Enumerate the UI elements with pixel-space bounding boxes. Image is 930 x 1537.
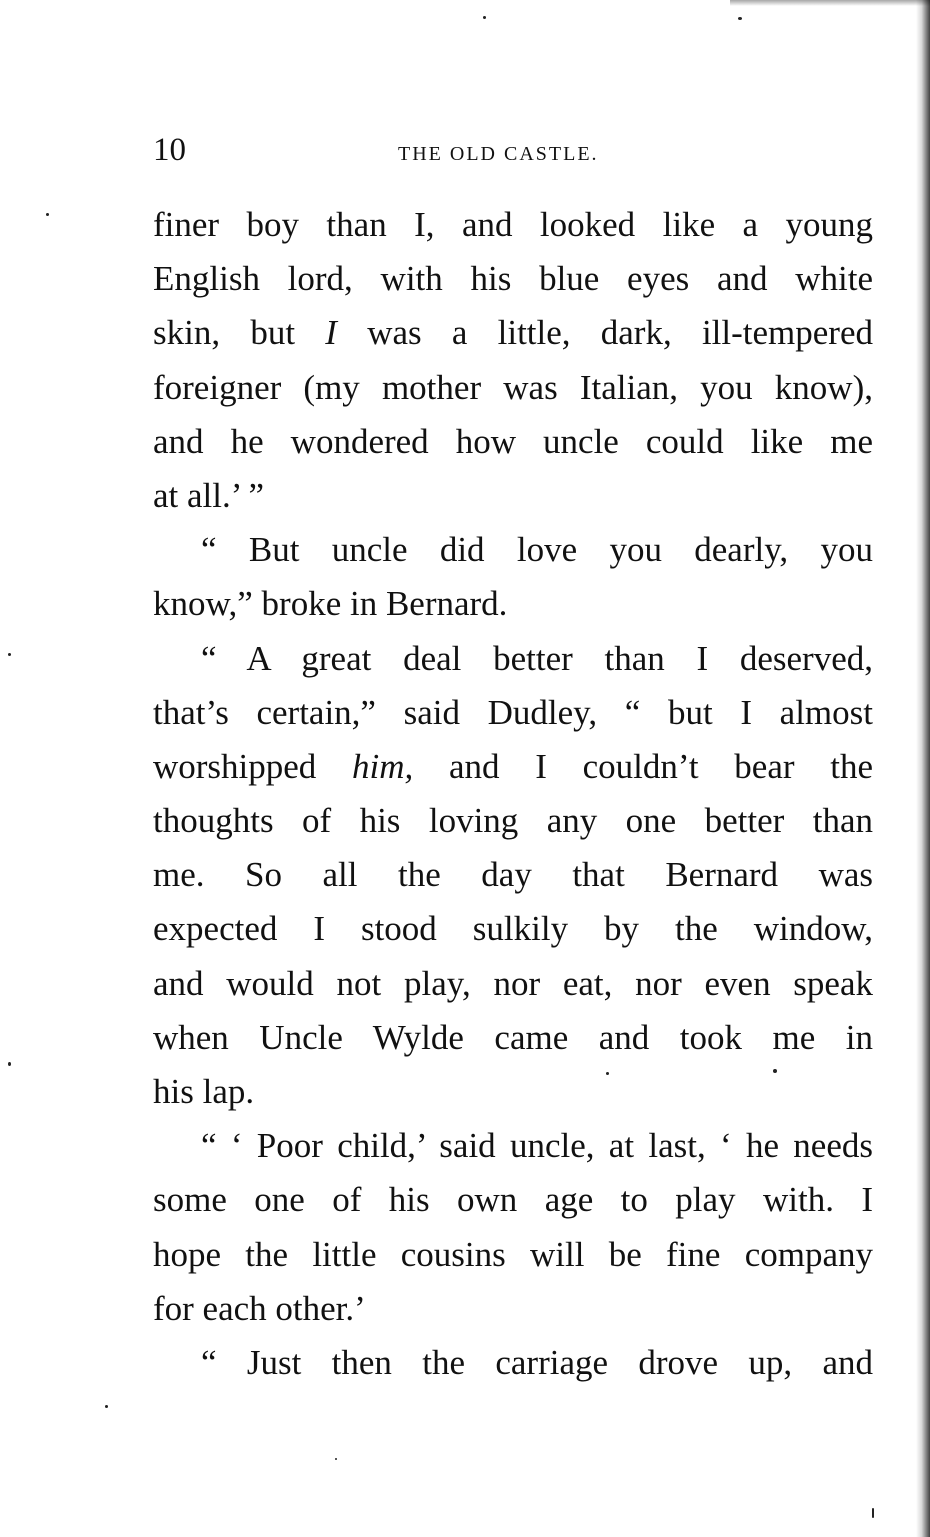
text-span: worshipped <box>153 746 353 786</box>
text-span: was a little, dark, ill-tempered <box>336 313 873 353</box>
running-title: THE OLD CASTLE. <box>398 143 599 165</box>
page-number: 10 <box>153 132 186 168</box>
text-line: expected I stood sulkily by the window, <box>153 909 873 949</box>
text-line: English lord, with his blue eyes and white <box>153 259 873 299</box>
text-span: and I couldn’t bear the <box>413 746 873 786</box>
speck <box>105 1405 108 1408</box>
text-line: some one of his own age to play with. I <box>153 1180 873 1220</box>
speck <box>483 16 486 19</box>
text-line: his lap. <box>153 1072 255 1111</box>
text-line: that’s certain,” said Dudley, “ but I almost <box>153 692 873 732</box>
text-line: thoughts of his loving any one better than <box>153 801 873 841</box>
text-line: hope the little cousins will be fine company <box>153 1234 873 1274</box>
text-line: and he wondered how uncle could like me <box>153 421 873 461</box>
text-line: finer boy than I, and looked like a young <box>153 205 873 244</box>
text-line: “ But uncle did love you dearly, you <box>201 530 873 570</box>
speck <box>8 653 11 656</box>
text-line: “ A great deal better than I deserved, <box>201 638 873 678</box>
text-line: foreigner (my mother was Italian, you know), <box>153 367 873 407</box>
page-edge-top <box>730 0 930 6</box>
text-line <box>153 740 873 794</box>
text-line: at all.’ ” <box>153 475 265 515</box>
text-line: know,” broke in Bernard. <box>153 584 508 624</box>
speck <box>46 213 49 216</box>
text-line: me. So all the day that Bernard was <box>153 855 873 895</box>
text-span: skin, but <box>153 313 326 353</box>
speck <box>872 1508 874 1518</box>
text-line: when Uncle Wylde came and took me in <box>153 1017 873 1057</box>
page-header <box>153 128 873 172</box>
speck <box>8 1062 11 1066</box>
text-line: “ Just then the carriage drove up, and <box>201 1342 873 1382</box>
speck <box>738 17 742 20</box>
speck <box>335 1458 337 1460</box>
text-line: and would not play, nor eat, nor even speak <box>153 963 873 1003</box>
text-line <box>153 306 873 360</box>
italic-text: I <box>325 313 337 353</box>
body-text <box>153 198 873 1390</box>
text-line: “ ‘ Poor child,’ said uncle, at last, ‘ he needs <box>201 1126 873 1166</box>
text-line: for each other.’ <box>153 1288 366 1328</box>
italic-text: him, <box>352 746 414 786</box>
page-edge-shadow <box>916 0 930 1537</box>
